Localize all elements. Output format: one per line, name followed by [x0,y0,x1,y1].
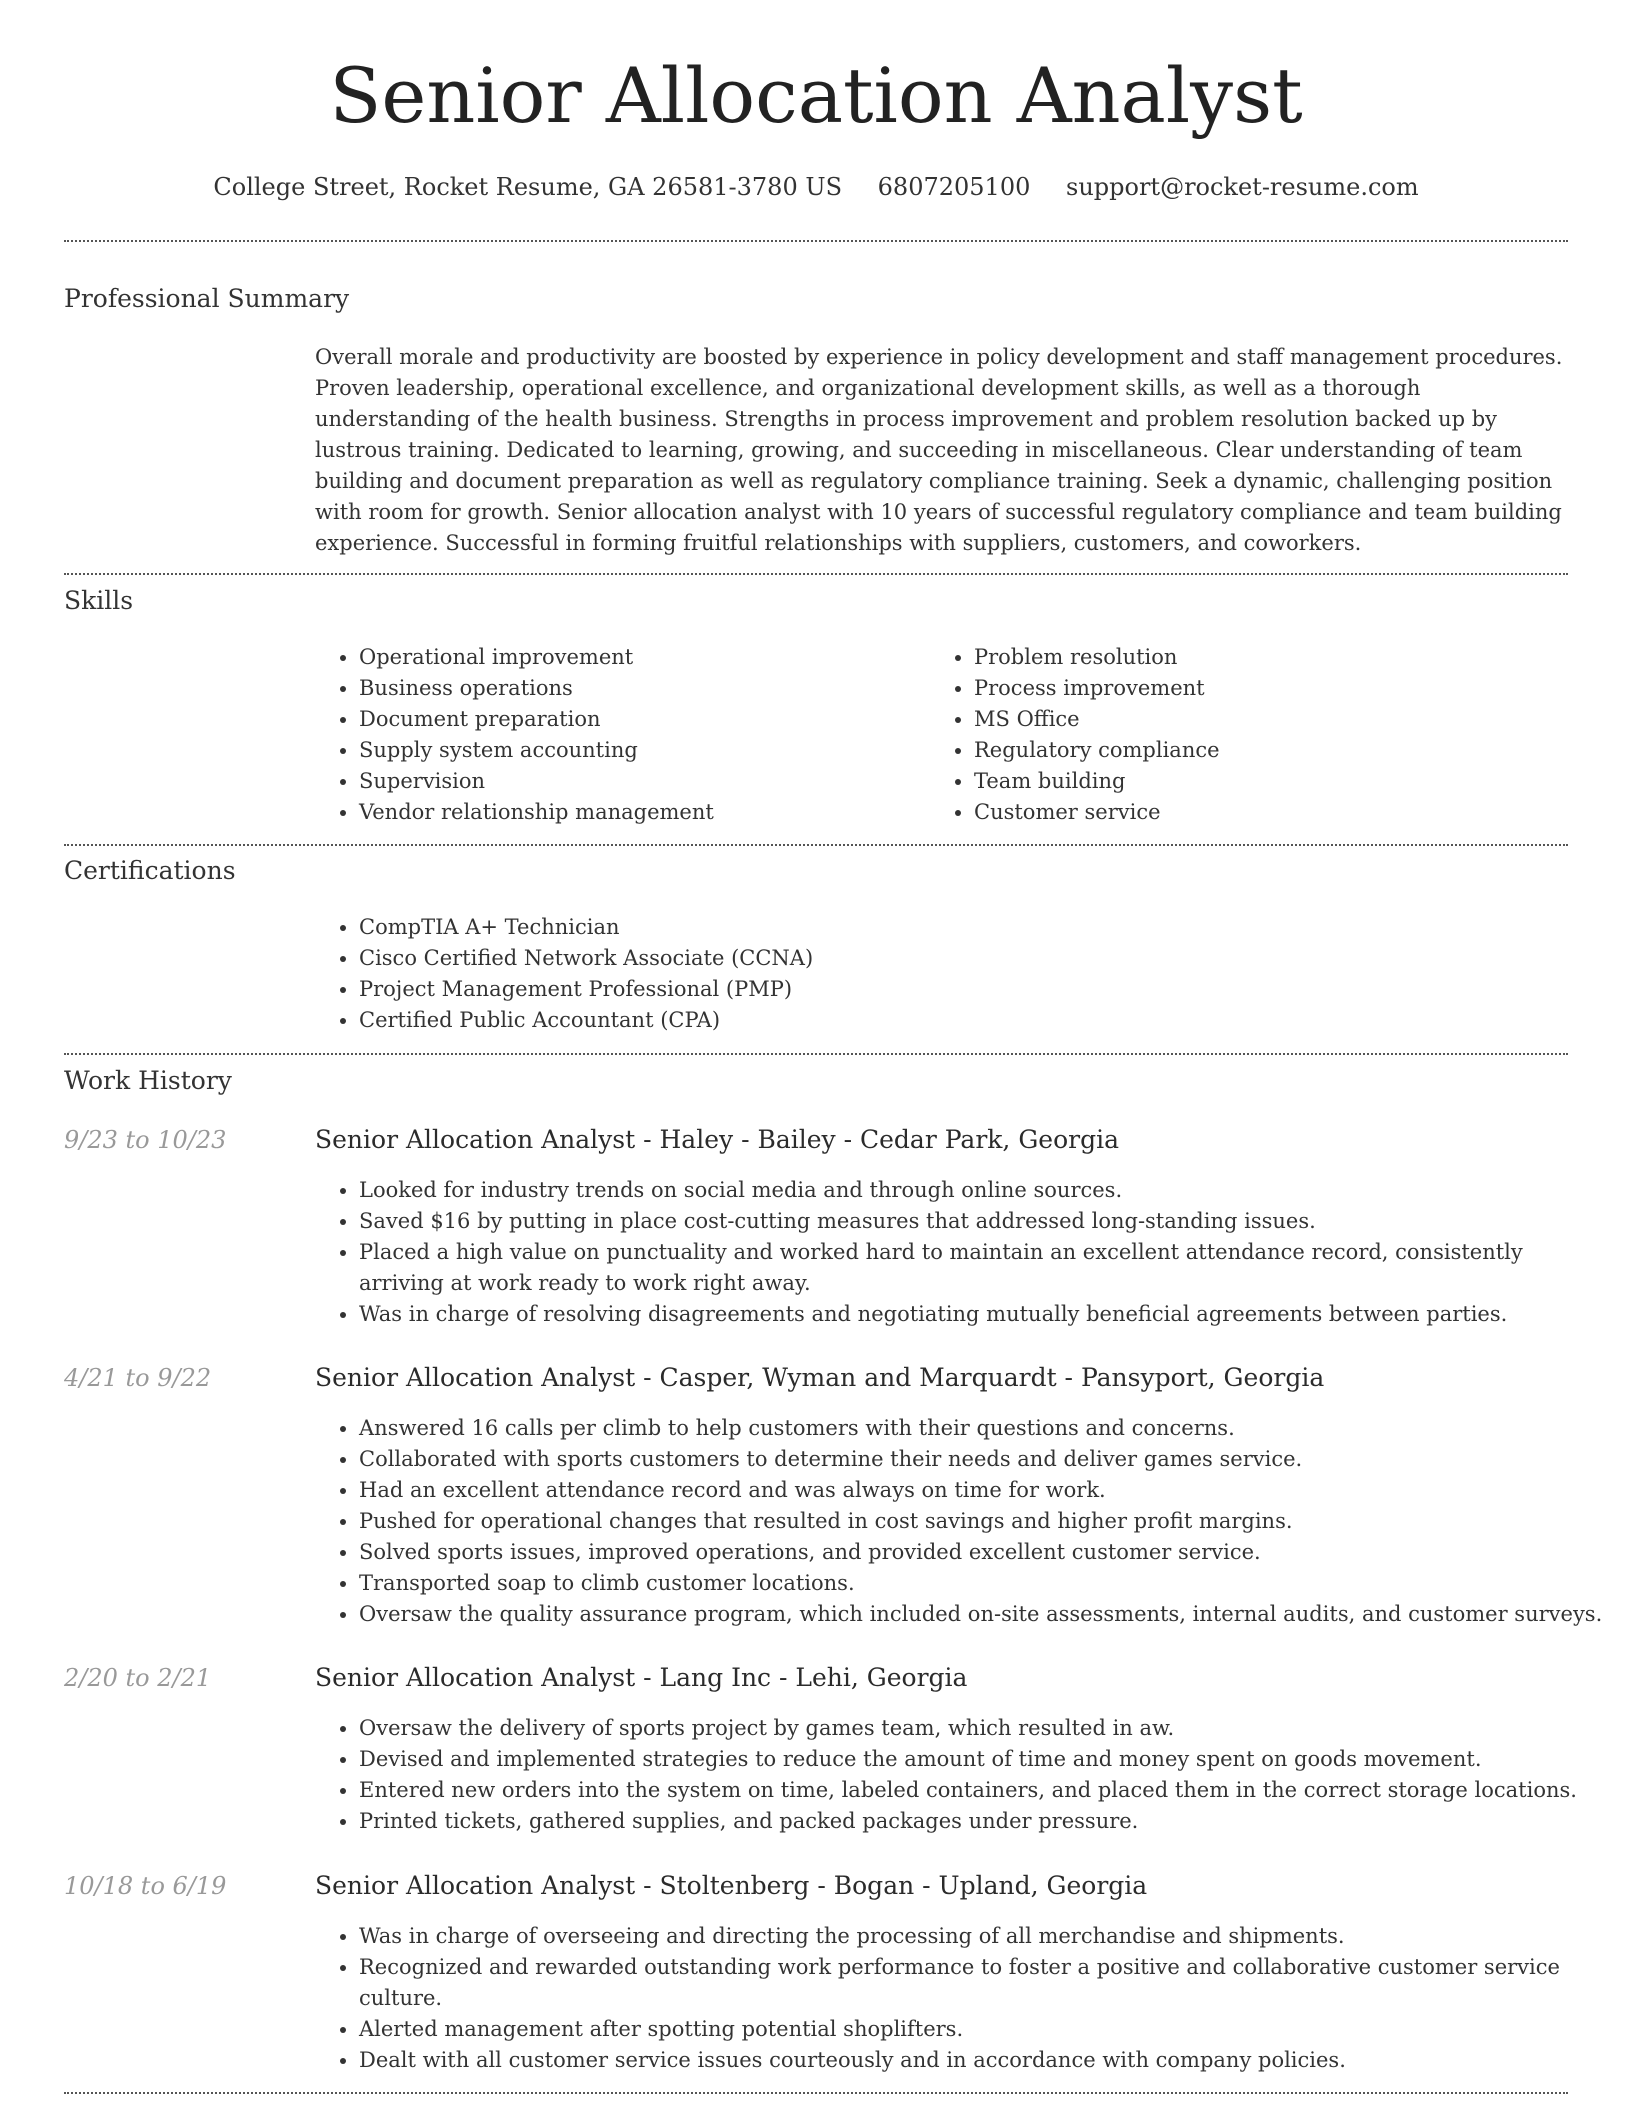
divider [64,1053,1568,1055]
skill-item: • Supervision [359,766,919,797]
skill-item: • Problem resolution [974,642,1574,673]
section-title-work-history: Work History [64,1066,232,1095]
skill-item: • Document preparation [359,704,919,735]
skill-item: • MS Office [974,704,1574,735]
job-bullet: • Dealt with all customer service issues courteously and in accordance with company policies. [359,2045,1609,2076]
job-bullet: • Looked for industry trends on social media and through online sources. [359,1175,1609,1206]
job-bullet: • Oversaw the delivery of sports project by games team, which resulted in aw. [359,1713,1609,1744]
job-dates: 9/23 to 10/23 [64,1126,227,1154]
contact-email[interactable]: support@rocket-resume.com [1066,173,1419,201]
job-bullet: • Recognized and rewarded outstanding work performance to foster a positive and collaborative customer service culture. [359,1952,1609,2014]
skill-item: • Process improvement [974,673,1574,704]
divider [64,844,1568,846]
skills-list-right [930,642,1574,828]
skill-item: • Vendor relationship management [359,797,919,828]
job-bullet: • Was in charge of resolving disagreements and negotiating mutually beneficial agreements between parties. [359,1299,1609,1330]
job-bullet: • Collaborated with sports customers to determine their needs and deliver games service. [359,1444,1609,1475]
job-dates: 10/18 to 6/19 [64,1872,227,1900]
job-bullet: • Answered 16 calls per climb to help customers with their questions and concerns. [359,1413,1609,1444]
skill-item: • Customer service [974,797,1574,828]
contact-address: College Street, Rocket Resume, GA 26581-3780 US [213,173,843,201]
section-title-certifications: Certifications [64,856,236,885]
job-dates: 4/21 to 9/22 [64,1364,212,1392]
job-bullet: • Transported soap to climb customer locations. [359,1568,1609,1599]
job-title: Senior Allocation Analyst - Haley - Bailey - Cedar Park, Georgia [315,1125,1119,1154]
job-title: Senior Allocation Analyst - Lang Inc - Lehi, Georgia [315,1663,968,1692]
job-bullet: • Was in charge of overseeing and directing the processing of all merchandise and shipments. [359,1921,1609,1952]
contact-phone: 6807205100 [877,173,1031,201]
divider [64,2092,1568,2094]
certification-item: • Certified Public Accountant (CPA) [359,1005,1559,1036]
job-bullets [315,1413,1609,1630]
section-title-summary: Professional Summary [64,284,350,313]
job-bullets [315,1175,1609,1330]
job-bullet: • Pushed for operational changes that resulted in cost savings and higher profit margins. [359,1506,1609,1537]
job-title: Senior Allocation Analyst - Stoltenberg - Bogan - Upland, Georgia [315,1871,1148,1900]
certification-item: • Cisco Certified Network Associate (CCNA) [359,943,1559,974]
job-bullet: • Devised and implemented strategies to reduce the amount of time and money spent on goods movement. [359,1744,1609,1775]
certification-item: • Project Management Professional (PMP) [359,974,1559,1005]
skill-item: • Operational improvement [359,642,919,673]
job-title: Senior Allocation Analyst - Casper, Wyman and Marquardt - Pansyport, Georgia [315,1363,1325,1392]
divider [64,573,1568,575]
certification-item: • CompTIA A+ Technician [359,912,1559,943]
skill-item: • Supply system accounting [359,735,919,766]
job-bullet: • Entered new orders into the system on time, labeled containers, and placed them in the correct storage locations. [359,1775,1609,1806]
contact-line [0,172,1632,202]
skill-item: • Business operations [359,673,919,704]
job-dates: 2/20 to 2/21 [64,1664,212,1692]
job-bullet: • Solved sports issues, improved operations, and provided excellent customer service. [359,1537,1609,1568]
job-bullets [315,1713,1609,1837]
job-bullet: • Printed tickets, gathered supplies, and packed packages under pressure. [359,1806,1609,1837]
skill-item: • Team building [974,766,1574,797]
job-bullet: • Had an excellent attendance record and was always on time for work. [359,1475,1609,1506]
job-bullet: • Alerted management after spotting potential shoplifters. [359,2014,1609,2045]
section-title-skills: Skills [64,586,134,615]
skills-list-left [315,642,919,828]
skill-item: • Regulatory compliance [974,735,1574,766]
certifications-list [315,912,1559,1036]
job-bullet: • Oversaw the quality assurance program, which included on-site assessments, internal audits, and customer surveys. [359,1599,1609,1630]
divider [64,240,1568,242]
summary-text: Overall morale and productivity are boosted by experience in policy development and staff management procedures. Proven leadership, operational excellence, and organizational development skills, as well as a thorough understanding of the health business. Strengths in process improvement and problem resolution backed up by lustrous training. Dedicated to learning, growing, and succeeding in miscellaneous. Clear understanding of team building and document preparation as well as regulatory compliance training. Seek a dynamic, challenging position with room for growth. Senior allocation analyst with 10 years of successful regulatory compliance and team building experience. Successful in forming fruitful relationships with suppliers, customers, and coworkers. [315,345,1563,555]
candidate-name: Senior Allocation Analyst [329,51,1303,140]
job-bullet: • Saved $16 by putting in place cost-cutting measures that addressed long-standing issues. [359,1206,1609,1237]
job-bullets [315,1921,1609,2076]
job-bullet: • Placed a high value on punctuality and worked hard to maintain an excellent attendance record, consistently arriving at work ready to work right away. [359,1237,1609,1299]
